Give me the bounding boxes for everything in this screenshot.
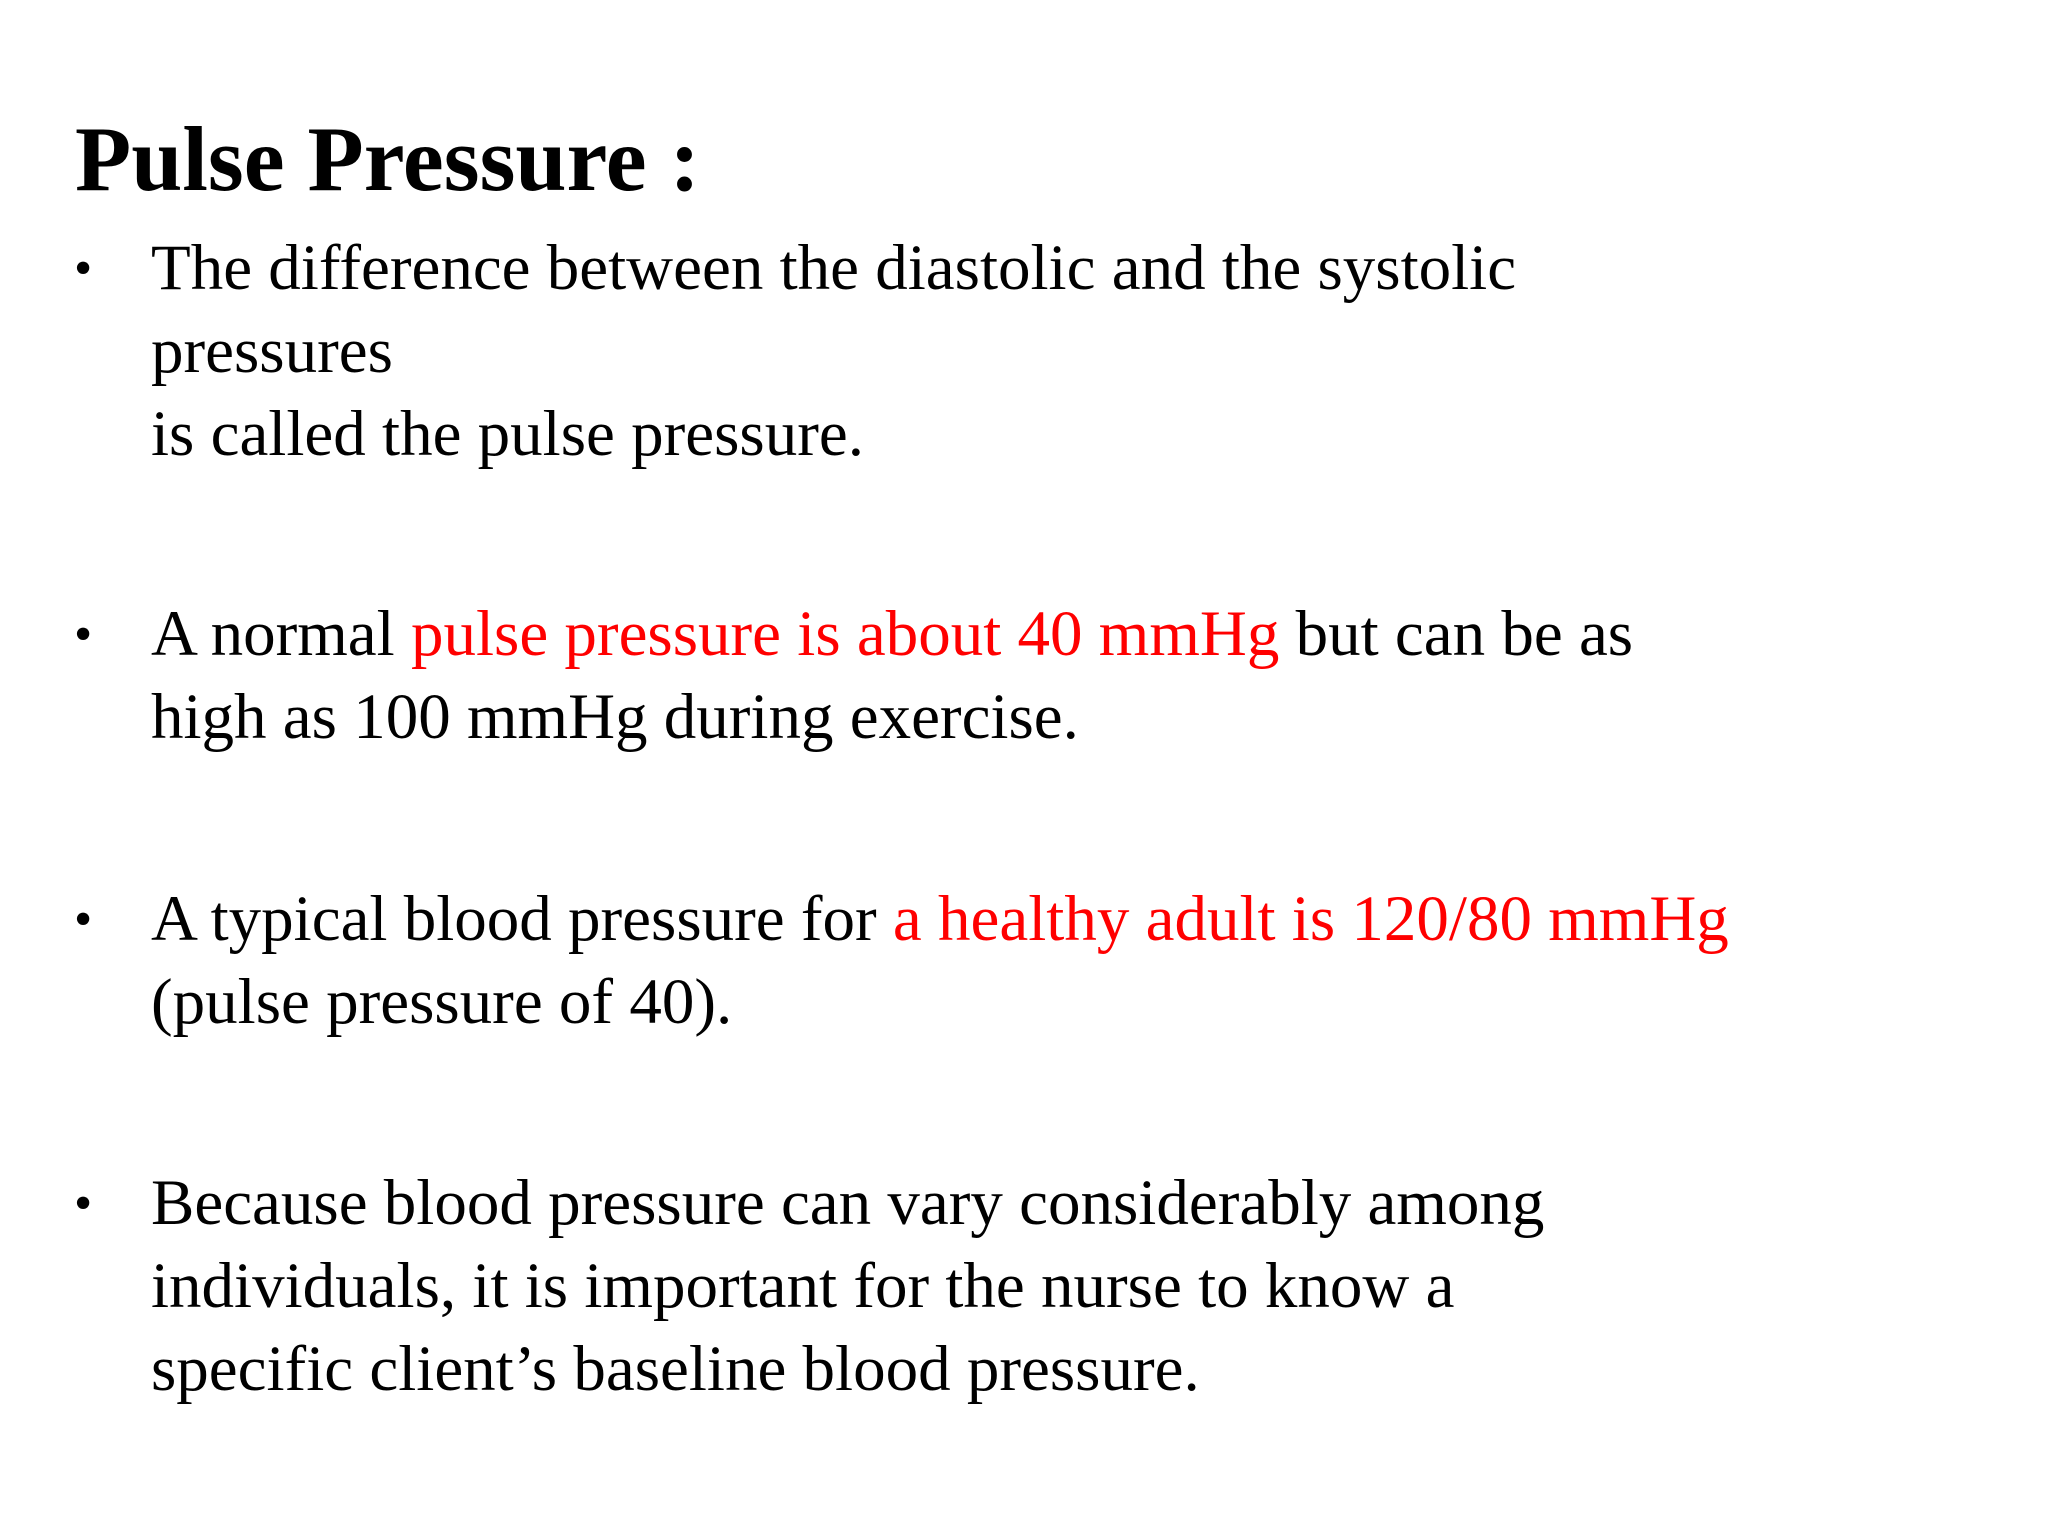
bullet-text-line [74,878,1974,961]
bullet-item [74,593,1974,759]
bullet-icon: • [74,891,93,948]
highlighted-text: a healthy adult is 120/80 mmHg [892,883,1729,955]
bullet-icon: • [74,606,93,663]
bullet-text: A normal [151,598,411,670]
bullet-icon: • [74,240,93,297]
bullet-text-line: specific client’s baseline blood pressure. [151,1333,1200,1405]
bullet-text-line: individuals, it is important for the nurse to know a [151,1250,1455,1322]
bullet-icon: • [74,1175,93,1232]
bullet-text-line: is called the pulse pressure. [151,398,864,470]
bullet-text: but can be as [1279,598,1634,670]
bullet-text-line: Because blood pressure can vary considerably among [151,1167,1545,1239]
highlighted-text: pulse pressure is about 40 mmHg [410,598,1280,670]
bullet-item [74,878,1974,1044]
bullet-text: A typical blood pressure for [151,883,893,955]
bullet-text-line: pressures [151,315,393,387]
bullet-text-line: The difference between the diastolic and the systolic [151,232,1517,304]
bullet-text-line: (pulse pressure of 40). [151,966,733,1038]
bullet-item [74,1162,1974,1411]
bullet-item [74,227,1974,476]
bullet-text-line [74,593,1974,676]
bullet-text-line: high as 100 mmHg during exercise. [151,681,1079,753]
slide-title: Pulse Pressure : [75,108,701,210]
